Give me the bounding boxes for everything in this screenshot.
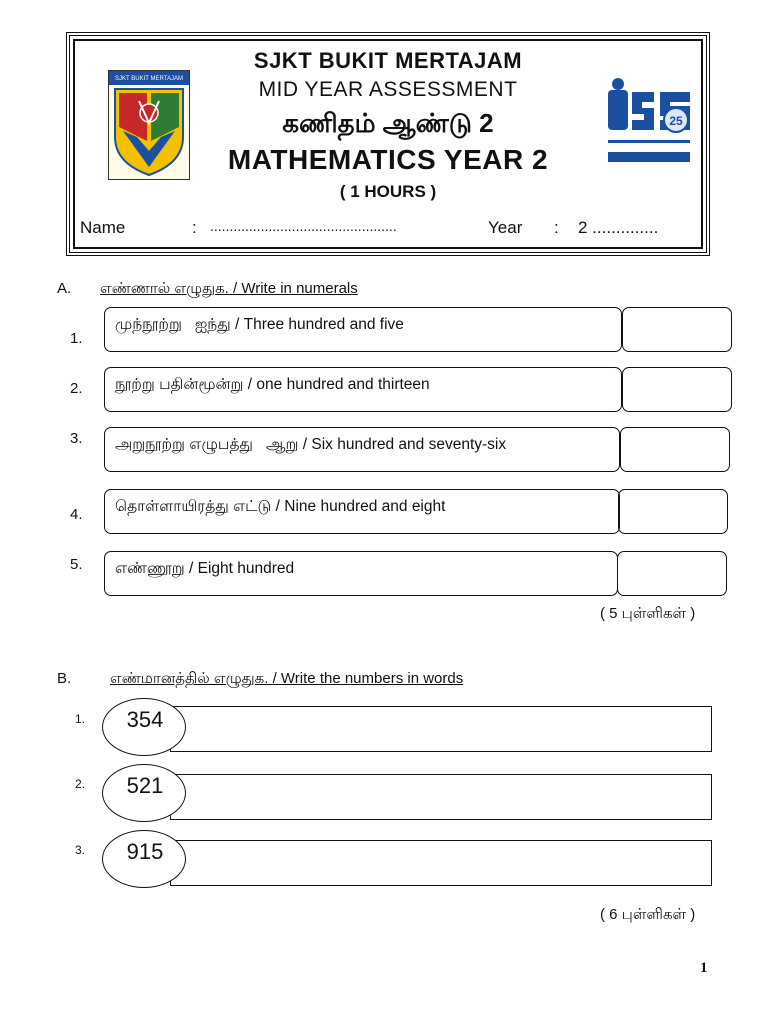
year-separator: : (554, 218, 559, 237)
question-a1-box (104, 307, 622, 352)
name-separator: : (192, 218, 197, 237)
question-b1-oval (102, 698, 186, 756)
year-field[interactable]: 2 .............. (578, 218, 659, 237)
question-a3-number: 3. (70, 430, 83, 447)
title-english: MATHEMATICS YEAR 2 (227, 144, 549, 175)
question-b3-number: 3. (75, 843, 86, 857)
question-a4-text: தொள்ளாயிரத்து எட்டு / Nine hundred and eight (115, 498, 446, 515)
question-b2-value: 521 (126, 773, 164, 798)
curriculum-logo (604, 76, 694, 176)
section-a-letter: A. (57, 280, 72, 297)
answer-b2-box[interactable] (170, 774, 712, 820)
school-crest-icon (109, 71, 189, 179)
answer-a2-box[interactable] (622, 367, 732, 412)
question-a5-box (104, 551, 618, 596)
question-a3-box (104, 427, 620, 472)
question-b1-number: 1. (75, 712, 86, 726)
question-a1-text: முந்நூற்று ஐந்து / Three hundred and five (115, 316, 404, 333)
question-b2-oval (102, 764, 186, 822)
question-a4-box (104, 489, 620, 534)
section-a-heading: எண்ணால் எழுதுக. / Write in numerals (100, 280, 358, 297)
answer-a5-box[interactable] (617, 551, 727, 596)
question-a3-text: அறுநூற்று எழுபத்து ஆறு / Six hundred and seventy-six (115, 436, 507, 453)
name-label: Name (80, 218, 126, 237)
answer-a3-box[interactable] (620, 427, 730, 472)
duration: ( 1 HOURS ) (339, 182, 437, 201)
answer-b1-box[interactable] (170, 706, 712, 752)
section-a-marks: ( 5 புள்ளிகள் ) (600, 605, 696, 622)
question-a4-number: 4. (70, 506, 83, 523)
question-a2-number: 2. (70, 380, 83, 397)
page-number: 1 (700, 960, 708, 976)
assessment-title: MID YEAR ASSESSMENT (258, 78, 518, 101)
name-field[interactable]: ................................................ (210, 218, 397, 234)
answer-b3-box[interactable] (170, 840, 712, 886)
school-crest-logo (108, 70, 190, 180)
logo-number: 25 (669, 114, 683, 128)
title-tamil: கணிதம் ஆண்டு 2 (282, 108, 494, 138)
year-label: Year (488, 218, 523, 237)
section-b-letter: B. (57, 670, 72, 687)
curriculum-logo-icon (604, 76, 694, 176)
section-b-heading: எண்மானத்தில் எழுதுக. / Write the numbers in words (110, 670, 464, 687)
question-a1-number: 1. (70, 330, 83, 347)
header-box (66, 32, 710, 256)
question-b3-value: 915 (126, 839, 164, 864)
answer-a1-box[interactable] (622, 307, 732, 352)
question-b3-oval (102, 830, 186, 888)
question-b1-value: 354 (126, 707, 164, 732)
school-name: SJKT BUKIT MERTAJAM (253, 48, 523, 73)
crest-text: SJKT BUKIT MERTAJAM (115, 76, 183, 82)
section-b-marks: ( 6 புள்ளிகள் ) (600, 906, 696, 923)
question-b2-number: 2. (75, 777, 86, 791)
answer-a4-box[interactable] (618, 489, 728, 534)
question-a2-text: நூற்று பதின்மூன்று / one hundred and thirteen (115, 376, 430, 393)
question-a5-text: எண்ணூறு / Eight hundred (115, 560, 295, 577)
question-a5-number: 5. (70, 556, 83, 573)
question-a2-box (104, 367, 622, 412)
